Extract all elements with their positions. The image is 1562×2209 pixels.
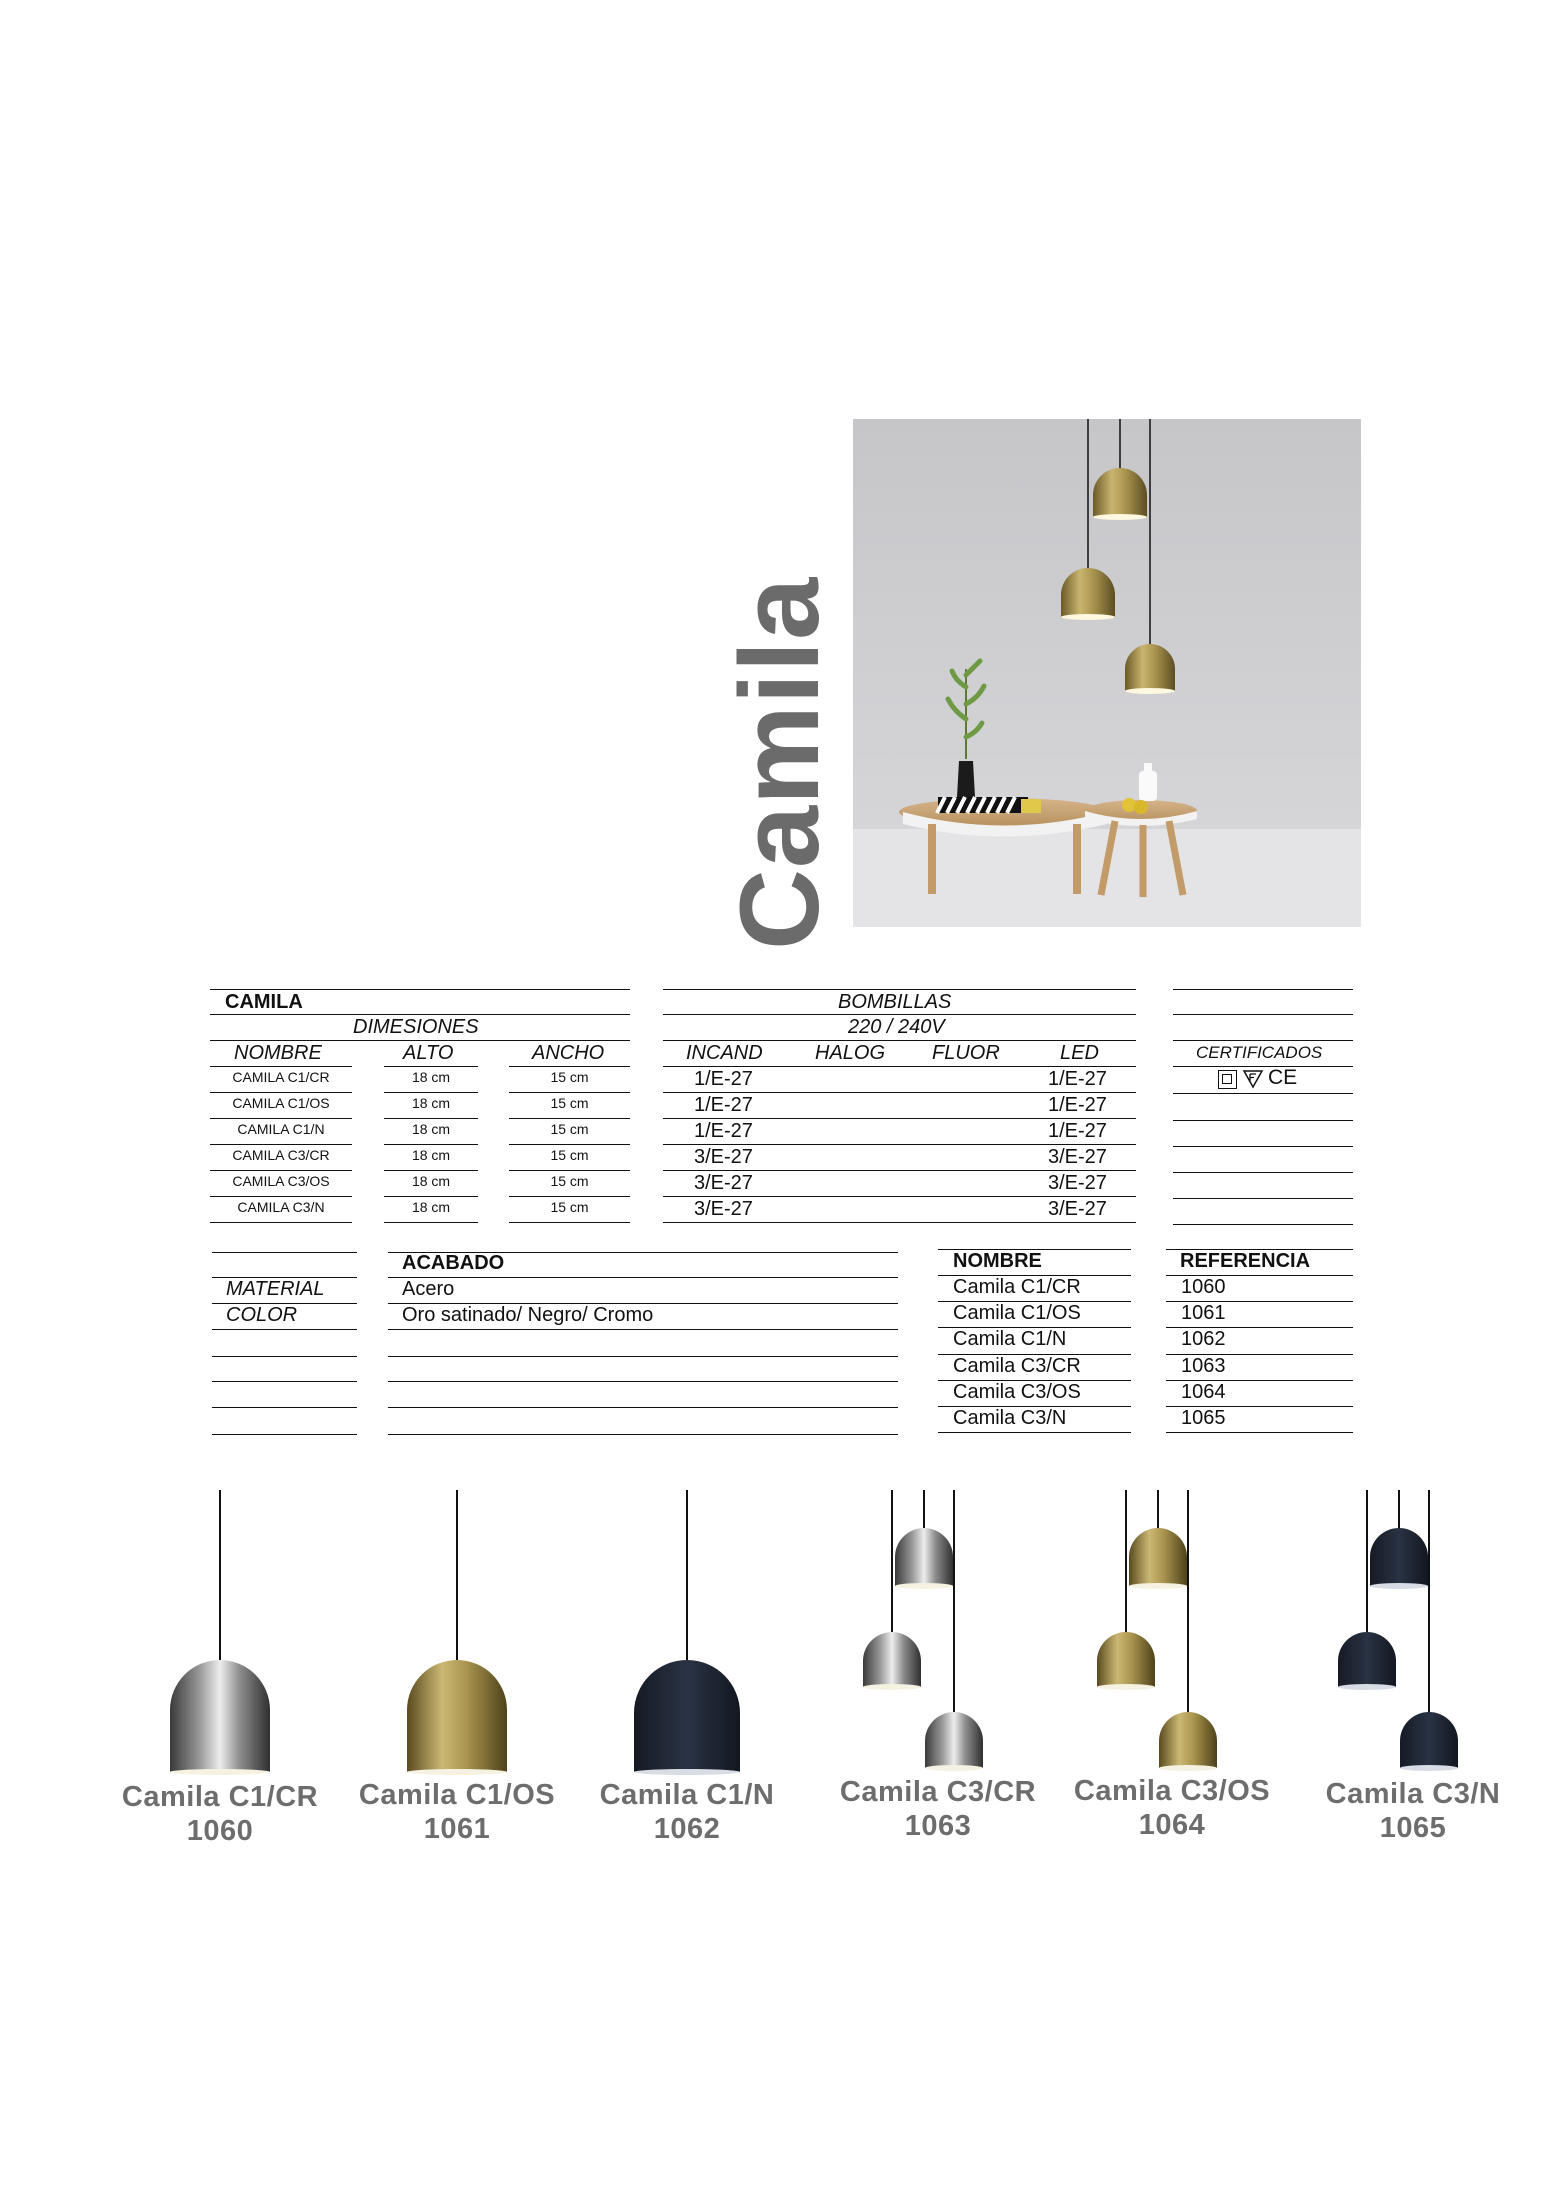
lamp-shade: [895, 1528, 953, 1586]
color-label: COLOR: [226, 1304, 298, 1326]
product-ref: 1064: [1138, 1809, 1206, 1841]
product-caption: [1283, 1777, 1543, 1845]
col-ancho: ANCHO: [532, 1042, 605, 1064]
bulb-incand: 3/E-27: [694, 1198, 753, 1220]
spec-height: 18 cm: [411, 1199, 451, 1215]
lamp-shade: [1097, 1632, 1155, 1687]
f-mark-icon: [1242, 1069, 1264, 1089]
bulb-incand: 1/E-27: [694, 1120, 753, 1142]
hero-photo: [853, 419, 1361, 927]
bulb-led: 1/E-27: [1048, 1120, 1107, 1142]
lamp-shade: [1129, 1528, 1187, 1586]
ref-code: 1062: [1181, 1328, 1226, 1350]
bulb-incand: 3/E-27: [694, 1146, 753, 1168]
spec-name: CAMILA C3/N: [237, 1199, 325, 1215]
product-image-1: [120, 1490, 360, 1775]
ref-product-name: Camila C1/OS: [953, 1302, 1081, 1324]
ref-product-name: Camila C3/OS: [953, 1381, 1081, 1403]
product-name: Camila C3/N: [1325, 1778, 1501, 1810]
product-name: Camila C1/CR: [121, 1781, 319, 1813]
lamp-shade: [407, 1660, 507, 1772]
spec-width: 15 cm: [550, 1121, 589, 1137]
lamp-shade: [1159, 1712, 1217, 1768]
spec-name: CAMILA C3/CR: [232, 1147, 330, 1163]
bulb-led: 1/E-27: [1048, 1068, 1107, 1090]
spec-height: 18 cm: [411, 1173, 451, 1189]
spec-name: CAMILA C1/CR: [232, 1069, 330, 1085]
lamp-shade: [925, 1712, 983, 1768]
ref-product-name: Camila C3/CR: [953, 1355, 1081, 1377]
class-ii-icon: [1218, 1070, 1237, 1089]
bulb-incand: 1/E-27: [694, 1094, 753, 1116]
product-image-6: [1293, 1490, 1533, 1775]
col-nombre: NOMBRE: [234, 1042, 322, 1064]
ref-product-name: Camila C1/CR: [953, 1276, 1081, 1298]
bulb-led: 3/E-27: [1048, 1172, 1107, 1194]
product-ref: 1065: [1379, 1812, 1447, 1844]
product-caption: [1042, 1774, 1302, 1842]
spec-width: 15 cm: [550, 1095, 589, 1111]
lamp-shade: [1370, 1528, 1428, 1586]
product-ref: 1063: [904, 1810, 972, 1842]
spec-width: 15 cm: [550, 1199, 589, 1215]
voltage-label: 220 / 240V: [848, 1016, 945, 1038]
ref-code-header: REFERENCIA: [1180, 1250, 1311, 1272]
lamp-shade: [863, 1632, 921, 1687]
spec-width: 15 cm: [550, 1173, 589, 1189]
color-value: Oro satinado/ Negro/ Cromo: [402, 1304, 654, 1326]
product-image-5: [1052, 1490, 1292, 1775]
lamp-shade: [1400, 1712, 1458, 1768]
ref-product-name: Camila C3/N: [953, 1407, 1067, 1429]
spec-width: 15 cm: [550, 1069, 589, 1085]
lamp-shade: [170, 1660, 270, 1772]
ref-code: 1065: [1181, 1407, 1226, 1429]
product-ref: 1061: [423, 1813, 491, 1845]
spec-name: CAMILA C3/OS: [232, 1173, 330, 1189]
col-incand: INCAND: [686, 1042, 763, 1064]
product-image-2: [357, 1490, 597, 1775]
col-alto: ALTO: [403, 1042, 454, 1064]
col-led: LED: [1060, 1042, 1099, 1064]
spec-height: 18 cm: [411, 1069, 451, 1085]
bulb-incand: 1/E-27: [694, 1068, 753, 1090]
spec-height: 18 cm: [411, 1121, 451, 1137]
spec-height: 18 cm: [411, 1095, 451, 1111]
product-name: Camila C3/CR: [839, 1776, 1037, 1808]
ce-mark-icon: CE: [1268, 1066, 1298, 1089]
spec-height: 18 cm: [411, 1147, 451, 1163]
material-label: MATERIAL: [226, 1278, 325, 1300]
bulb-led: 1/E-27: [1048, 1094, 1107, 1116]
col-fluor: FLUOR: [932, 1042, 1000, 1064]
col-halog: HALOG: [815, 1042, 886, 1064]
bulb-led: 3/E-27: [1048, 1146, 1107, 1168]
bulb-incand: 3/E-27: [694, 1172, 753, 1194]
product-caption: [90, 1780, 350, 1848]
spec-width: 15 cm: [550, 1147, 589, 1163]
product-caption: [557, 1778, 817, 1846]
product-image-4: [818, 1490, 1058, 1775]
ref-product-name: Camila C1/N: [953, 1328, 1067, 1350]
ref-code: 1061: [1181, 1302, 1226, 1324]
product-title: Camila: [717, 576, 842, 950]
table-name-header: CAMILA: [225, 991, 303, 1013]
material-value: Acero: [402, 1278, 455, 1300]
bulbs-header: BOMBILLAS: [838, 991, 952, 1013]
ref-code: 1063: [1181, 1355, 1226, 1377]
ref-name-header: NOMBRE: [953, 1250, 1042, 1272]
finish-header: ACABADO: [402, 1252, 505, 1274]
product-image-3: [592, 1490, 832, 1775]
product-name: Camila C1/OS: [358, 1779, 556, 1811]
product-name: Camila C1/N: [599, 1779, 775, 1811]
product-ref: 1062: [653, 1813, 721, 1845]
product-ref: 1060: [186, 1815, 254, 1847]
lamp-shade: [634, 1660, 740, 1772]
product-name: Camila C3/OS: [1073, 1775, 1271, 1807]
product-caption: [808, 1775, 1068, 1843]
spec-name: CAMILA C1/OS: [232, 1095, 330, 1111]
bulb-led: 3/E-27: [1048, 1198, 1107, 1220]
ref-code: 1064: [1181, 1381, 1226, 1403]
lamp-shade: [1338, 1632, 1396, 1687]
certificates-header: CERTIFICADOS: [1196, 1043, 1323, 1062]
dimensions-header: DIMESIONES: [353, 1016, 479, 1038]
product-caption: [327, 1778, 587, 1846]
spec-name: CAMILA C1/N: [237, 1121, 325, 1137]
ref-code: 1060: [1181, 1276, 1226, 1298]
